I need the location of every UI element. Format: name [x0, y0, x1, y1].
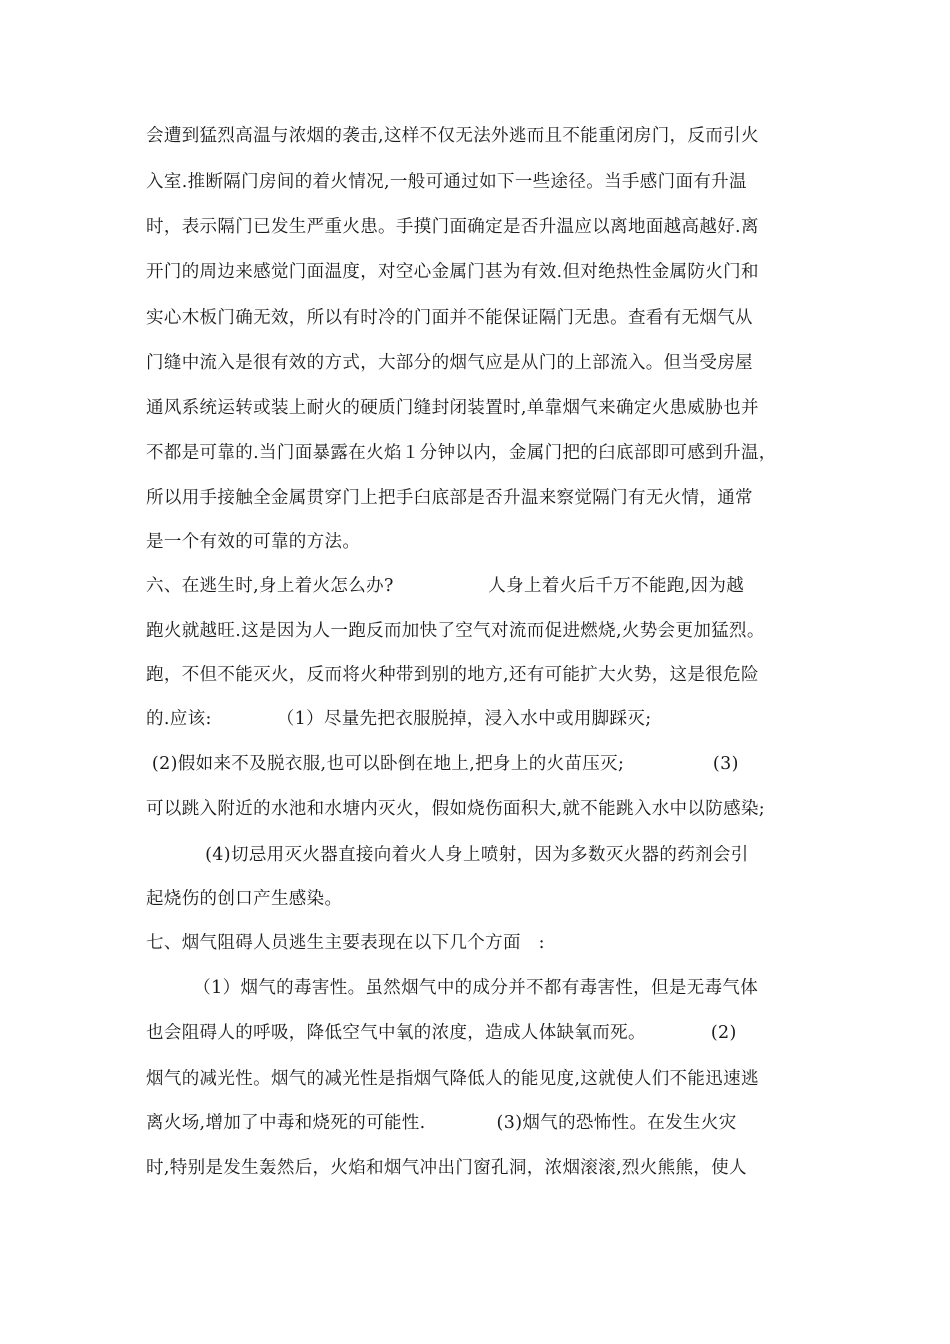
text-line: 开门的周边来感觉门面温度，对空心金属门甚为有效.但对绝热性金属防火门和: [146, 262, 759, 282]
text-line: （1）烟气的毒害性。虽然烟气中的成分并不都有毒害性，但是无毒气体: [146, 978, 759, 998]
text-line: 通风系统运转或装上耐火的硬质门缝封闭装置时,单靠烟气来确定火患威胁也并: [146, 398, 759, 418]
text-line: 入室.推断隔门房间的着火情况,一般可通过如下一些途径。当手感门面有升温: [146, 172, 747, 192]
text-line: (2)假如来不及脱衣服,也可以卧倒在地上,把身上的火苗压灭; (3): [146, 754, 739, 774]
text-line: 实心木板门确无效，所以有时冷的门面并不能保证隔门无患。查看有无烟气从: [146, 308, 753, 328]
text-line: 时，表示隔门已发生严重火患。手摸门面确定是否升温应以离地面越高越好.离: [146, 217, 759, 237]
text-line: 起烧伤的创口产生感染。: [146, 889, 343, 909]
text-line: 离火场,增加了中毒和烧死的可能性. (3)烟气的恐怖性。在发生火灾: [146, 1113, 737, 1133]
section-heading-7: 七、烟气阻碍人员逃生主要表现在以下几个方面 :: [146, 933, 545, 953]
text-line: 所以用手接触全金属贯穿门上把手臼底部是否升温来察觉隔门有无火情，通常: [146, 488, 753, 508]
section-heading-6: 六、在逃生时,身上着火怎么办? 人身上着火后千万不能跑,因为越: [146, 576, 745, 596]
text-line: 会遭到猛烈高温与浓烟的袭击,这样不仅无法外逃而且不能重闭房门，反而引火: [146, 126, 759, 146]
text-line: 不都是可靠的.当门面暴露在火焰１分钟以内，金属门把的臼底部即可感到升温，: [146, 443, 777, 463]
text-line: (4)切忌用灭火器直接向着火人身上喷射，因为多数灭火器的药剂会引: [146, 845, 749, 865]
text-line: 时,特别是发生轰然后，火焰和烟气冲出门窗孔洞，浓烟滚滚,烈火熊熊，使人: [146, 1158, 747, 1178]
text-line: 是一个有效的可靠的方法。: [146, 532, 361, 552]
text-line: 可以跳入附近的水池和水塘内灭火，假如烧伤面积大,就不能跳入水中以防感染;: [146, 799, 766, 819]
text-line: 也会阻碍人的呼吸，降低空气中氧的浓度，造成人体缺氧而死。 (2): [146, 1023, 737, 1043]
text-line: 烟气的减光性。烟气的减光性是指烟气降低人的能见度,这就使人们不能迅速逃: [146, 1069, 759, 1089]
text-line: 跑火就越旺.这是因为人一跑反而加快了空气对流而促进燃烧,火势会更加猛烈。: [146, 621, 765, 641]
text-line: 跑，不但不能灭火，反而将火种带到别的地方,还有可能扩大火势，这是很危险: [146, 665, 759, 685]
text-line: 门缝中流入是很有效的方式，大部分的烟气应是从门的上部流入。但当受房屋: [146, 353, 753, 373]
text-line: 的.应该: （1）尽量先把衣服脱掉，浸入水中或用脚踩灭;: [146, 709, 652, 729]
